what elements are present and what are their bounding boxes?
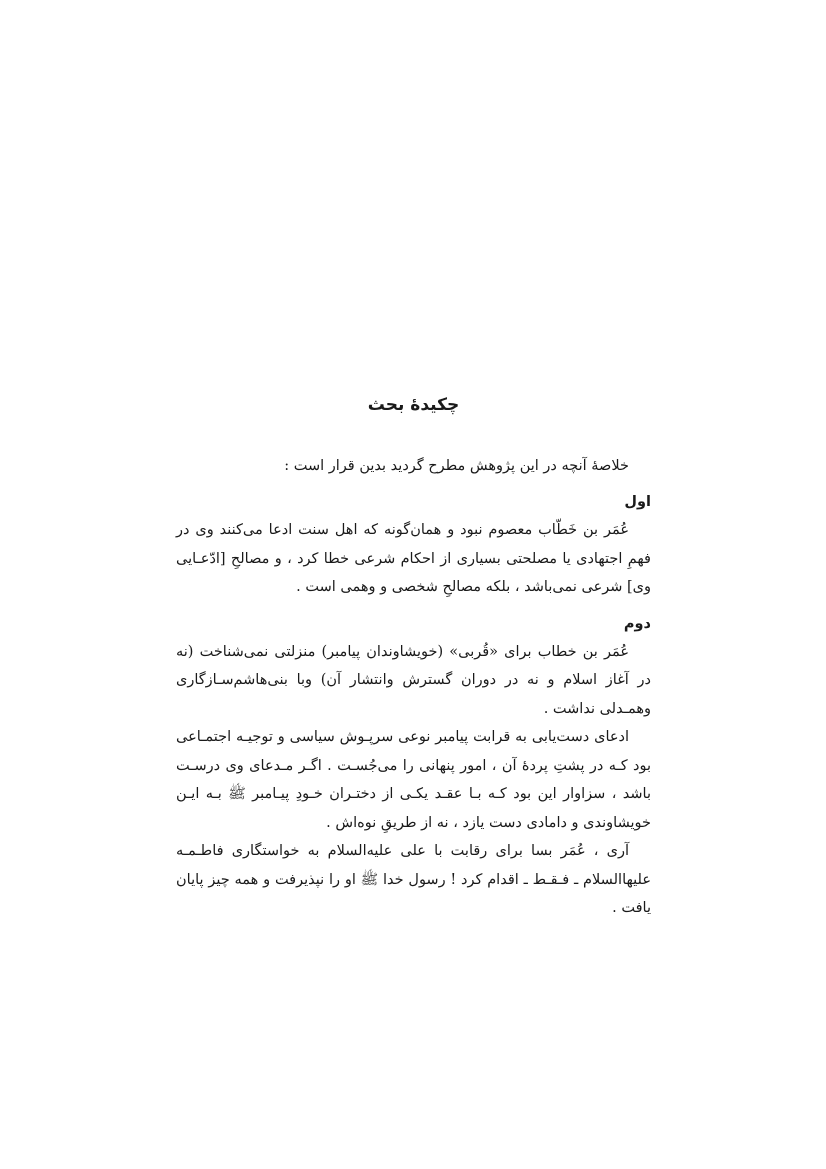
intro-paragraph: خلاصهٔ آنچه در این پژوهش مطرح گردید بدین قرار است :: [284, 458, 629, 474]
section-paragraph: عُمَر بن خَطّاب معصوم نبود و همان‌گونه که اهل سنت ادعا می‌کنند وی در فهمِ اجتهادی یا مصلحتی بسیاری از احکام شرعی خطا کرد ، و مصالحِ [ادّعـایی وی] شرعی نمی‌باشد ، بلکه مصالحِ شخصی و وهمی است .: [176, 522, 651, 595]
page-title: چکیدهٔ بحث: [367, 395, 460, 415]
section-heading: دوم: [623, 615, 651, 632]
section-heading: اول: [624, 494, 651, 510]
section-paragraph: عُمَر بن خطاب برای «قُربی» (خویشاوندان پیامبر) منزلتی نمی‌شناخت (نه در آغاز اسلام و نه در دوران گسترش وانتشار آن) وبا بنی‌هاشم‌سـازگاری وهمـدلی نداشت .: [176, 643, 651, 717]
section-paragraph: ادعای دست‌یابی به قرابت پیامبر نوعی سرپـوش سیاسی و توجیـه اجتمـاعی بود کـه در پشتِ پردهٔ آن ، امور پنهانی را می‌جُسـت . اگـر مـدعای وی درسـت باشد ، سزاوار این بود کـه بـا عقـد یکـی از دختـران خـودِ پیـامبر ﷺ بـه ایـن خویشاوندی و دامادی دست یازد ، نه از طریقِ نوه‌اش .: [176, 729, 651, 831]
section-first: [176, 488, 651, 602]
section-second: [176, 610, 651, 923]
section-paragraph: آری ، عُمَر بسا برای رقابت با علی عليه‌السلام به خواستگاری فاطـمـه عليها‌السلام ـ فـقـط ـ اقدام کرد ! رسول خدا ﷺ او را نپذیرفت و همه چیز پایان یافت .: [176, 843, 651, 916]
abstract-section: [176, 392, 651, 923]
